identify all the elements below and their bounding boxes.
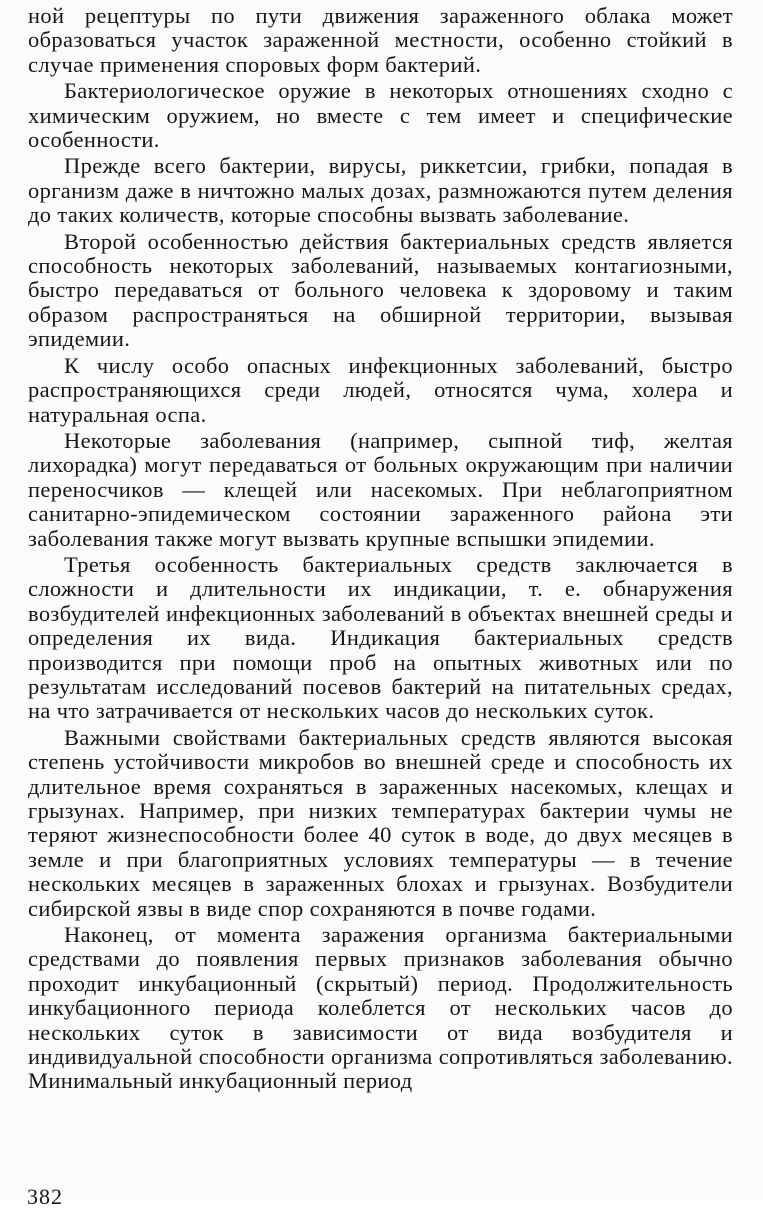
body-text	[28, 4, 733, 1094]
paragraph-continuation: ной рецептуры по пути движения зараженного облака может образоваться участок зараженной местности, особенно стойкий в случае применения споровых форм бактерий.	[28, 3, 733, 77]
paragraph-incubation: Наконец, от момента заражения организма бактериальными средствами до появления первых признаков заболевания обычно проходит инкубационный (скрытый) период. Продолжительность инкубационного периода колеблется от нескольких часов до нескольких суток в зависимости от вида возбудителя и индивидуальной способности организма сопротивляться заболеванию. Минимальный инкубационный период	[28, 922, 733, 1094]
paragraph-second-feature: Второй особенностью действия бактериальных средств является способность некоторых заболеваний, называемых контагиозными, быстро передаваться от больного человека к здоровому и таким образом распространяться на обширной территории, вызывая эпидемии.	[28, 228, 733, 352]
paragraph-third-feature: Третья особенность бактериальных средств заключается в сложности и длительности их индикации, т. е. обнаружения возбудителей инфекционных заболеваний в объектах внешней среды и определения их вида. Индикация бактериальных средств производится при помощи проб на опытных животных или по результатам исследований посевов бактерий на питательных средах, на что затрачивается от нескольких часов до нескольких суток.	[28, 551, 733, 724]
paragraph-vectors: Некоторые заболевания (например, сыпной тиф, желтая лихорадка) могут передаваться от больных окружающим при наличии переносчиков — клещей или насекомых. При неблагоприятном санитарно-эпидемическом состоянии зараженного района эти заболевания также могут вызвать крупные вспышки эпидемии.	[28, 427, 733, 551]
page-number: 382	[27, 1184, 63, 1209]
paragraph-dangerous-infections: К числу особо опасных инфекционных заболеваний, быстро распространяющихся среди людей, относятся чума, холера и натуральная оспа.	[28, 352, 733, 427]
paragraph-first-feature: Прежде всего бактерии, вирусы, риккетсии, грибки, попадая в организм даже в ничтожно малых дозах, размножаются путем деления до таких количеств, которые способны вызвать заболевание.	[28, 153, 733, 228]
paragraph-bacteriological-weapon: Бактериологическое оружие в некоторых отношениях сходно с химическим оружием, но вместе с тем имеет и специфические особенности.	[28, 78, 733, 153]
paragraph-resistance: Важными свойствами бактериальных средств являются высокая степень устойчивости микробов во внешней среде и способность их длительное время сохраняться в зараженных насекомых, клещах и грызунах. Например, при низких температурах бактерии чумы не теряют жизнеспособности более 40 суток в воде, до двух месяцев в земле и при благоприятных условиях температуры — в течение нескольких месяцев в зараженных блохах и грызунах. Возбудители сибирской язвы в виде спор сохраняются в почве годами.	[28, 724, 733, 921]
